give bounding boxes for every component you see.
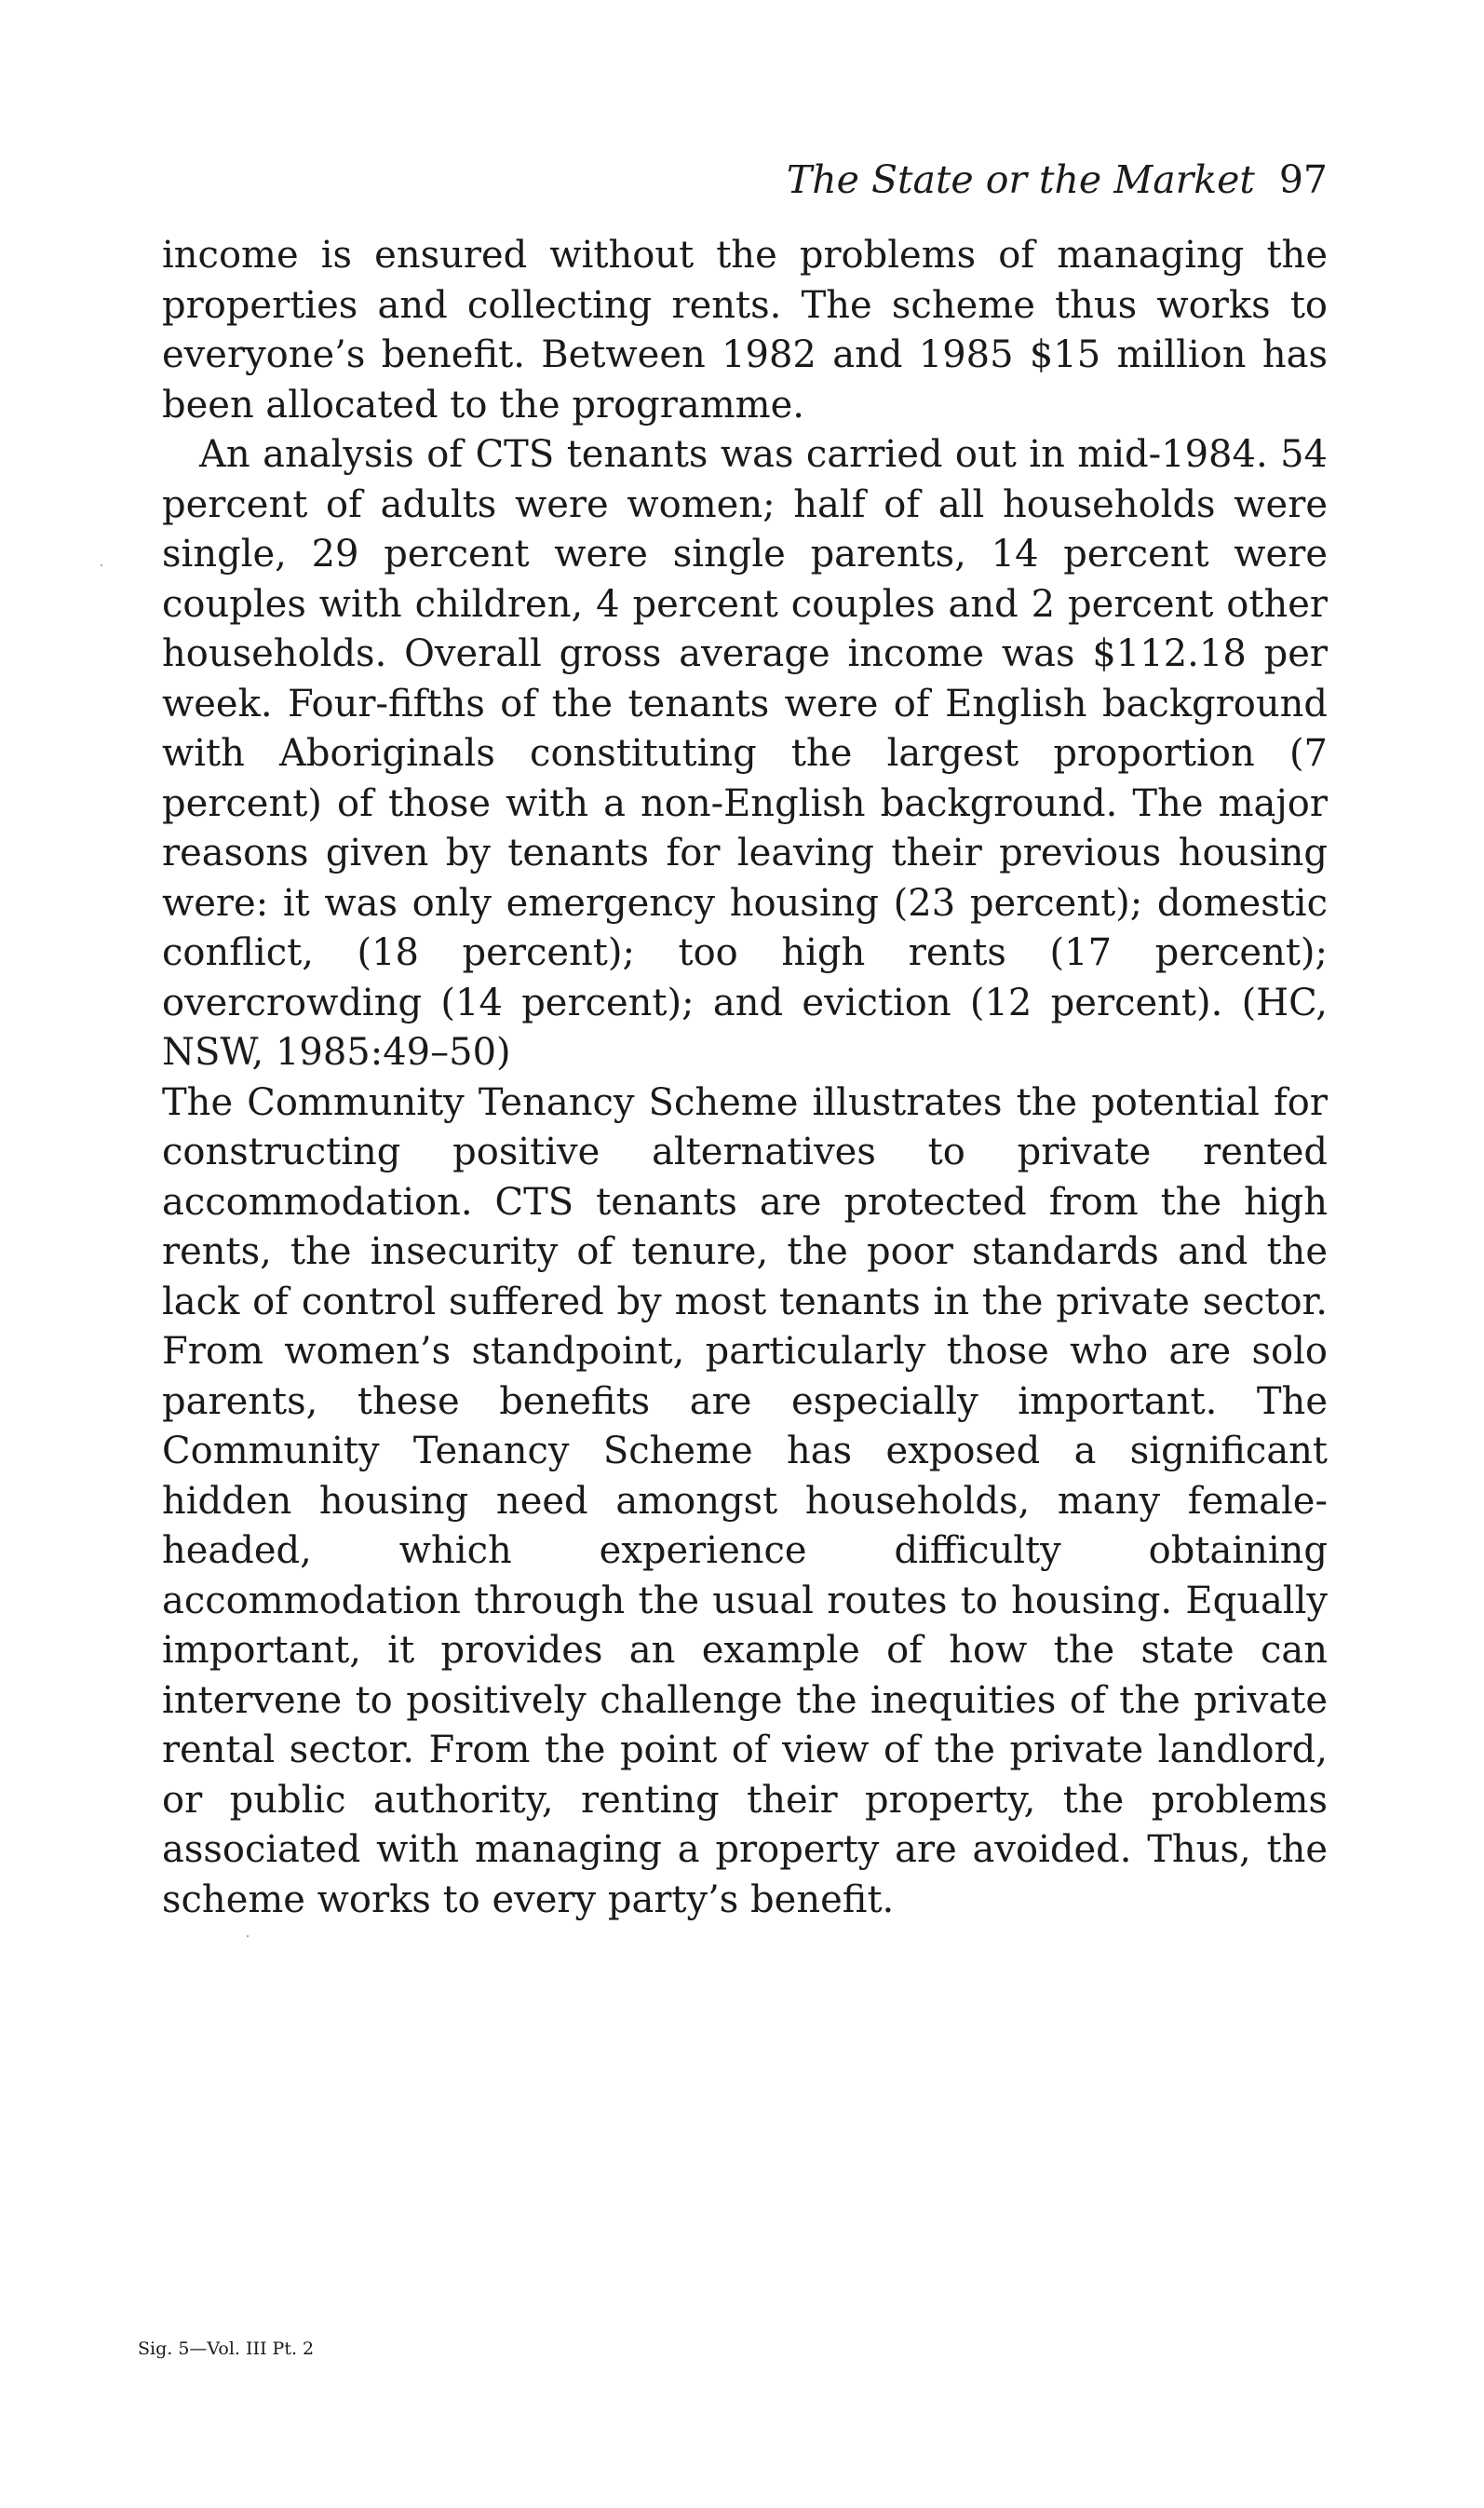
scan-speck xyxy=(101,564,102,566)
paragraph-discussion: The Community Tenancy Scheme illustrates the potential for constructing positive alternatives to private rented accommodation. CTS tenants are protected from the high rents, the insecurity of tenure, the poor standards and the lack of control suffered by most tenants in the private sector. From women’s standpoint, particularly those who are solo parents, these benefits are especially important. The Community Tenancy Scheme has exposed a significant hidden housing need amongst households, many female-headed, which experience difficulty obtaining accommodation through the usual routes to housing. Equally important, it provides an example of how the state can intervene to positively challenge the inequities of the private rental sector. From the point of view of the private landlord, or public authority, renting their property, the problems associated with managing a property are avoided. Thus, the scheme works to every party’s benefit. xyxy=(162,1080,1328,1921)
paragraph-quotation: An analysis of CTS tenants was carried out in mid-1984. 54 percent of adults were women; half of all households were single, 29 percent were single parents, 14 percent were couples with children, 4 percent couples and 2 percent other households. Overall gross average income was $112.18 per week. Four-fifths of the tenants were of English background with Aboriginals constituting the largest proportion (7 percent) of those with a non-English background. The major reasons given by tenants for leaving their previous housing were: it was only emergency housing (23 percent); domestic conflict, (18 percent); too high rents (17 percent); overcrowding (14 percent); and eviction (12 percent). (HC, NSW, 1985:49–50) xyxy=(162,433,1328,1074)
printer-signature-mark: Sig. 5—Vol. III Pt. 2 xyxy=(138,2339,315,2359)
body-text xyxy=(162,231,1328,1925)
scan-speck xyxy=(247,1935,249,1937)
page-number: 97 xyxy=(1278,157,1328,202)
paragraph-continuation: income is ensured without the problems of managing the properties and collecting rents. The scheme thus works to everyone’s benefit. Between 1982 and 1985 $15 million has been allocated to the programme. xyxy=(162,234,1328,427)
running-head-title: The State or the Market xyxy=(786,157,1255,202)
running-head xyxy=(787,156,1328,203)
